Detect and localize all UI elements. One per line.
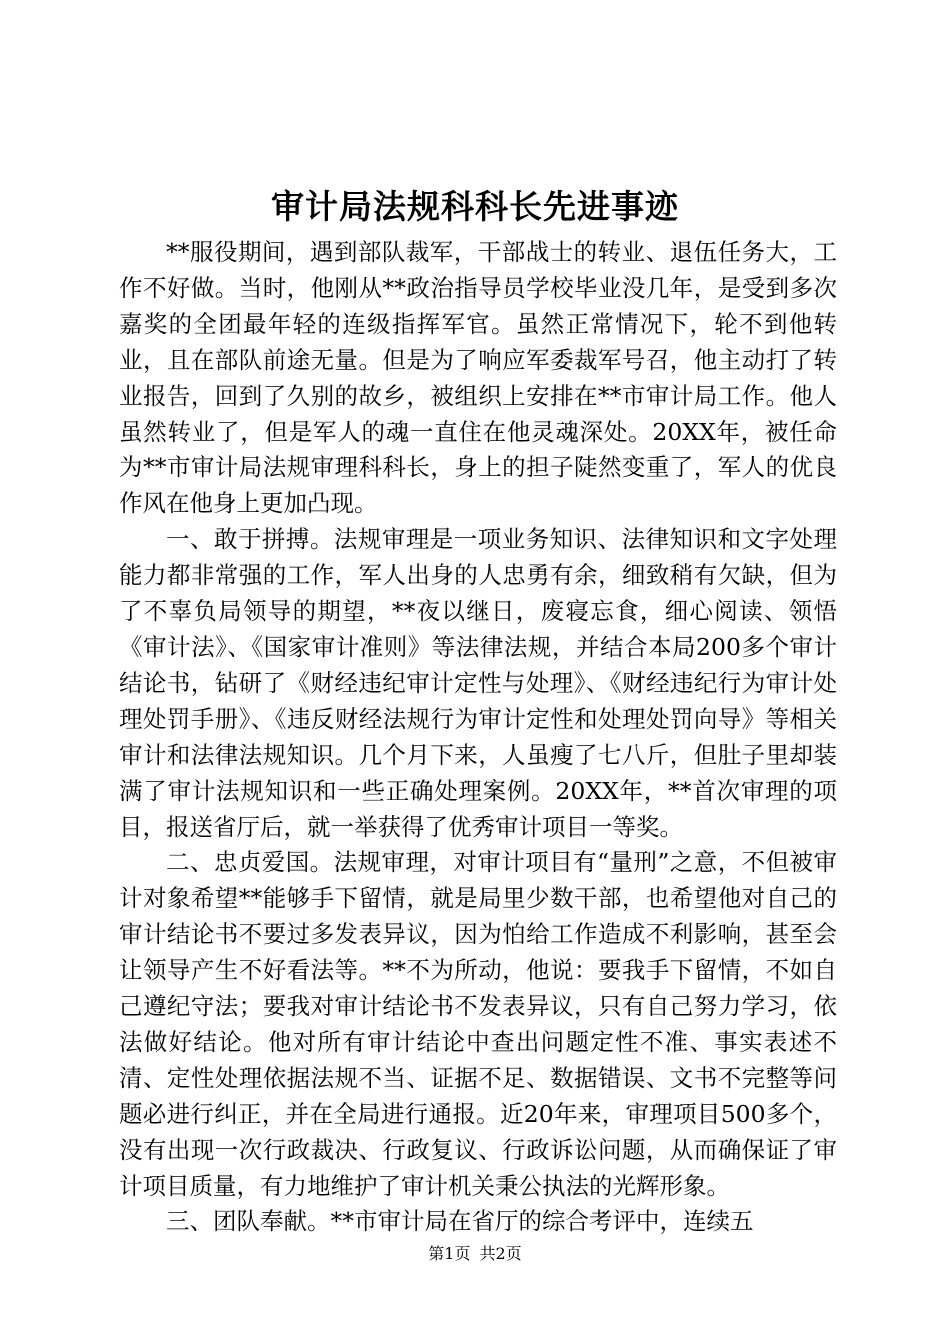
- paragraph-section-1: 一、敢于拼搏。法规审理是一项业务知识、法律知识和文字处理能力都非常强的工作，军人出身的人忠勇有余，细致稍有欠缺，但为了不辜负局领导的期望，**夜以继日，废寝忘食，细心阅读、领悟《审计法》、《国家审计准则》等法律法规，并结合本局200多个审计结论书，钻研了《财经违纪审计定性与处理》、《财经违纪行为审计处理处罚手册》、《违反财经法规行为审计定性和处理处罚向导》等相关审计和法律法规知识。几个月下来，人虽瘦了七八斤，但肚子里却装满了审计法规知识和一些正确处理案例。20XX年，**首次审理的项目，报送省厅后，就一举获得了优秀审计项目一等奖。: [119, 525, 837, 841]
- paragraph-section-2: 二、忠贞爱国。法规审理，对审计项目有“量刑”之意，不但被审计对象希望**能够手下留情，就是局里少数干部，也希望他对自己的审计结论书不要过多发表异议，因为怕给工作造成不利影响，甚至会让领导产生不好看法等。**不为所动，他说：要我手下留情，不如自己遵纪守法；要我对审计结论书不发表异议，只有自己努力学习，依法做好结论。他对所有审计结论中查出问题定性不准、事实表述不清、定性处理依据法规不当、证据不足、数据错误、文书不完整等问题必进行纠正，并在全局进行通报。近20年来，审理项目500多个，没有出现一次行政裁决、行政复议、行政诉讼问题，从而确保证了审计项目质量，有力地维护了审计机关秉公执法的光辉形象。: [119, 848, 837, 1200]
- document-body: [119, 235, 837, 1240]
- paragraph-section-3: 三、团队奉献。**市审计局在省厅的综合考评中，连续五: [166, 1207, 754, 1236]
- paragraph-intro: **服役期间，遇到部队裁军，干部战士的转业、退伍任务大，工作不好做。当时，他刚从**政治指导员学校毕业没几年，是受到多次嘉奖的全团最年轻的连级指挥军官。虽然正常情况下，轮不到他转业，且在部队前途无量。但是为了响应军委裁军号召，他主动打了转业报告，回到了久别的故乡，被组织上安排在**市审计局工作。他人虽然转业了，但是军人的魂一直住在他灵魂深处。20XX年，被任命为**市审计局法规审理科科长，身上的担子陡然变重了，军人的优良作风在他身上更加凸现。: [119, 238, 837, 518]
- page-number-footer: 第1页 共2页: [428, 1244, 522, 1263]
- document-title: 审计局法规科科长先进事迹: [271, 187, 679, 226]
